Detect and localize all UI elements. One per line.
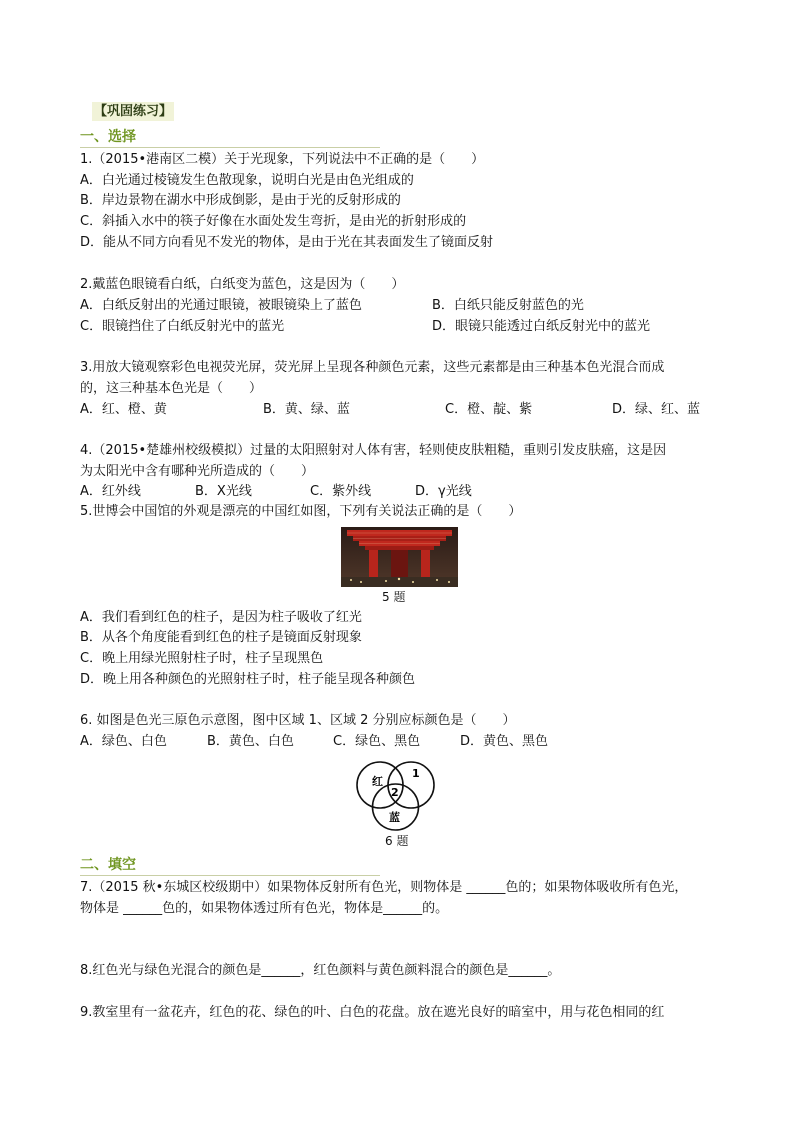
q7-line2: 物体是 ______色的，如果物体透过所有色光，物体是______的。 (80, 901, 449, 916)
q3-option-c: C．橙、靛、紫 (445, 402, 533, 417)
china-pavilion-illustration (341, 527, 458, 587)
label-red: 红 (372, 775, 383, 788)
q6-option-b: B．黄色、白色 (207, 734, 294, 749)
q4-option-a: A．红外线 (80, 484, 141, 499)
q1-option-d: D．能从不同方向看见不发光的物体，是由于光在其表面发生了镜面反射 (80, 235, 494, 250)
q3-stem-line2: 的，这三种基本色光是（ ） (80, 381, 263, 396)
china-pavilion-photo (341, 527, 458, 587)
q5-figure-caption: 5 题 (382, 590, 406, 604)
q3-stem-line1: 3.用放大镜观察彩色电视荧光屏，荧光屏上呈现各种颜色元素，这些元素都是由三种基本色光混合而成 (80, 360, 665, 375)
q5-option-d: D．晚上用各种颜色的光照射柱子时，柱子能呈现各种颜色 (80, 672, 416, 687)
practice-tag: 【巩固练习】 (94, 104, 173, 119)
q1-option-c: C．斜插入水中的筷子好像在水面处发生弯折，是由光的折射形成的 (80, 214, 467, 229)
q4-option-c: C．紫外线 (310, 484, 372, 499)
q9-line: 9.教室里有一盆花卉，红色的花、绿色的叶、白色的花盘。放在遮光良好的暗室中，用与花色相同的红 (80, 1005, 665, 1020)
q5-option-c: C．晚上用绿光照射柱子时，柱子呈现黑色 (80, 651, 324, 666)
q6-stem: 6. 如图是色光三原色示意图，图中区域 1、区域 2 分别应标颜色是（ ） (80, 713, 516, 728)
q7-line1: 7.（2015 秋•东城区校级期中）如果物体反射所有色光，则物体是 ______色的；如果物体吸收所有色光， (80, 880, 688, 895)
q2-stem: 2.戴蓝色眼镜看白纸，白纸变为蓝色，这是因为（ ） (80, 277, 405, 292)
q5-option-b: B．从各个角度能看到红色的柱子是镜面反射现象 (80, 630, 362, 645)
q3-option-a: A．红、橙、黄 (80, 402, 167, 417)
q2-option-a: A．白纸反射出的光通过眼镜，被眼镜染上了蓝色 (80, 298, 362, 313)
q5-option-a: A．我们看到红色的柱子，是因为柱子吸收了红光 (80, 610, 362, 625)
label-region-1: 1 (412, 767, 420, 780)
label-blue: 蓝 (389, 811, 400, 824)
section-title-choice: 一、选择 (80, 129, 136, 145)
section-divider (80, 875, 380, 876)
q4-option-d: D．γ光线 (415, 484, 472, 499)
q4-stem-line1: 4.（2015•楚雄州校级模拟）过量的太阳照射对人体有害，轻则使皮肤粗糙，重则引发皮肤癌，这是因 (80, 443, 667, 458)
q3-option-b: B．黄、绿、蓝 (263, 402, 350, 417)
q1-option-a: A．白光通过棱镜发生色散现象，说明白光是由色光组成的 (80, 173, 414, 188)
q6-option-c: C．绿色、黑色 (333, 734, 421, 749)
green-circle (388, 762, 434, 808)
q3-option-d: D．绿、红、蓝 (612, 402, 701, 417)
q4-stem-line2: 为太阳光中含有哪种光所造成的（ ） (80, 464, 315, 479)
section-title-fill: 二、填空 (80, 857, 136, 873)
q4-option-b: B．X光线 (195, 484, 252, 499)
q8-line: 8.红色光与绿色光混合的颜色是______，红色颜料与黄色颜料混合的颜色是______。 (80, 963, 561, 978)
q2-option-c: C．眼镜挡住了白纸反射光中的蓝光 (80, 319, 285, 334)
q2-option-b: B．白纸只能反射蓝色的光 (432, 298, 584, 313)
section-divider (80, 147, 380, 148)
q6-option-a: A．绿色、白色 (80, 734, 167, 749)
q5-stem: 5.世博会中国馆的外观是漂亮的中国红如图，下列有关说法正确的是（ ） (80, 504, 522, 519)
q1-option-b: B．岸边景物在湖水中形成倒影，是由于光的反射形成的 (80, 193, 401, 208)
q2-option-d: D．眼镜只能透过白纸反射光中的蓝光 (432, 319, 651, 334)
q6-figure-caption: 6 题 (385, 834, 409, 848)
label-region-2: 2 (391, 786, 399, 799)
color-primaries-diagram (350, 758, 442, 834)
q1-stem: 1.（2015•港南区二模）关于光现象，下列说法中不正确的是（ ） (80, 152, 485, 167)
q6-option-d: D．黄色、黑色 (460, 734, 549, 749)
